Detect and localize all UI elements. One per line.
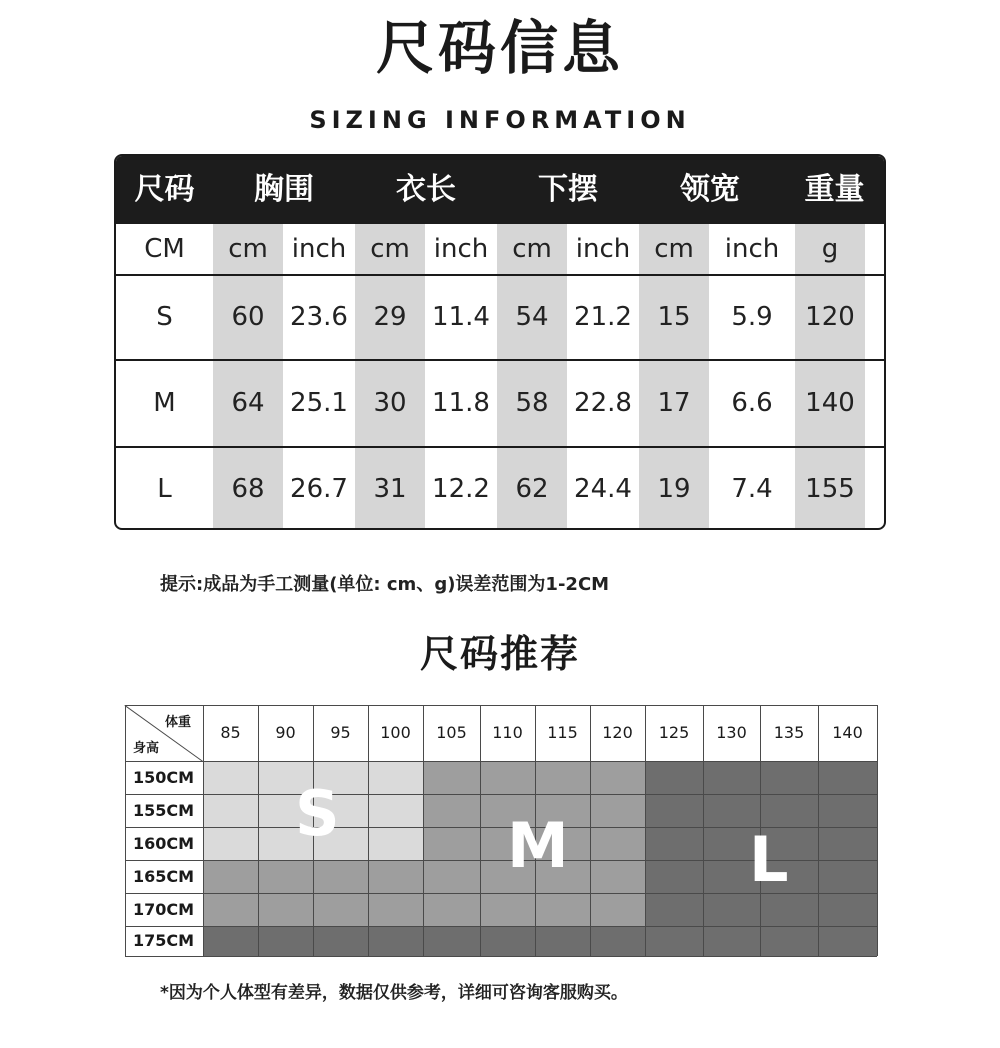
size-label-s: S [295,777,340,850]
grid-cell-l [423,926,480,956]
grid-cell-l [645,893,703,926]
header-cell: 重量 [804,172,865,207]
grid-cell-l [645,761,703,794]
grid-cell-s [203,794,258,827]
grid-cell-m [590,860,645,893]
grid-cell-m [313,893,368,926]
grid-cell-l [368,926,423,956]
grid-cell-l [703,926,760,956]
grid-cell-m [313,860,368,893]
height-label: 155CM [133,801,195,820]
unit-cell: inch [291,234,347,264]
grid-cell-m [480,761,535,794]
grid-cell-l [818,761,877,794]
table-cell: 64 [231,388,265,418]
grid-cell-l [480,926,535,956]
unit-cell: g [821,234,839,264]
table-cell: L [157,474,172,504]
height-label: 170CM [133,900,195,919]
grid-cell-l [645,794,703,827]
size-table [114,154,886,530]
table-cell: 11.8 [432,388,490,418]
weight-label: 140 [832,723,863,742]
grid-cell-l [818,794,877,827]
table-cell: 26.7 [290,474,348,504]
unit-cell: cm [512,234,552,264]
grid-line [125,926,877,927]
grid-cell-l [818,893,877,926]
table-cell: 11.4 [432,302,490,332]
grid-cell-l [818,860,877,893]
grid-cell-m [590,893,645,926]
grid-cell-s [203,761,258,794]
table-cell: 22.8 [574,388,632,418]
grid-cell-l [760,893,818,926]
grid-cell-m [258,893,313,926]
grid-cell-l [645,860,703,893]
weight-label: 110 [492,723,523,742]
grid-cell-m [203,893,258,926]
grid-cell-l [760,926,818,956]
grid-cell-m [203,860,258,893]
size-label-m: M [507,809,569,882]
grid-cell-l [818,827,877,860]
table-cell: 23.6 [290,302,348,332]
page-subtitle: SIZING INFORMATION [309,106,691,134]
weight-label: 115 [547,723,578,742]
page-title: 尺码信息 [375,14,624,82]
grid-cell-l [258,926,313,956]
weight-label: 105 [436,723,467,742]
weight-label: 130 [716,723,747,742]
unit-cell: inch [724,234,780,264]
unit-cell: CM [144,234,185,264]
header-cell: 尺码 [134,172,195,207]
measurement-note: 提示:成品为手工测量(单位: cm、g)误差范围为1-2CM [160,574,610,595]
grid-cell-m [423,827,480,860]
weight-label: 90 [275,723,296,742]
grid-cell-m [368,860,423,893]
height-label: 165CM [133,867,195,886]
table-cell: 17 [657,388,691,418]
table-cell: 62 [515,474,549,504]
unit-cell: cm [654,234,694,264]
table-cell: 21.2 [574,302,632,332]
header-cell: 衣长 [396,172,456,207]
table-cell: 7.4 [731,474,773,504]
table-cell: 19 [657,474,691,504]
size-recommendation-grid [125,705,877,956]
table-cell: 30 [373,388,407,418]
weight-label: 120 [602,723,633,742]
grid-cell-s [368,827,423,860]
grid-cell-m [590,794,645,827]
grid-cell-m [480,893,535,926]
grid-cell-m [423,761,480,794]
grid-cell-l [703,761,760,794]
weight-label: 95 [330,723,351,742]
table-cell: 6.6 [731,388,773,418]
unit-cell: cm [228,234,268,264]
grid-line [125,794,877,795]
grid-cell-l [535,926,590,956]
table-cell: M [153,388,176,418]
grid-cell-l [760,761,818,794]
grid-cell-m [590,761,645,794]
grid-cell-m [423,893,480,926]
table-cell: 5.9 [731,302,773,332]
weight-label: 135 [773,723,805,742]
grid-line [125,705,126,956]
table-cell: 54 [515,302,549,332]
footnote: *因为个人体型有差异，数据仅供参考，详细可咨询客服购买。 [160,983,628,1003]
grid-cell-l [203,926,258,956]
weight-label: 85 [220,723,241,742]
size-label-l: L [749,823,789,896]
unit-cell: inch [433,234,489,264]
table-cell: S [156,302,173,332]
grid-cell-l [590,926,645,956]
weight-label: 125 [658,723,690,742]
height-label: 150CM [133,768,195,787]
height-label: 160CM [133,834,195,853]
grid-cell-l [818,926,877,956]
grid-cell-l [703,893,760,926]
header-cell: 领宽 [680,172,740,207]
grid-cell-m [590,827,645,860]
table-cell: 68 [231,474,265,504]
grid-cell-m [535,893,590,926]
weight-label: 100 [380,723,411,742]
corner-height-label: 身高 [133,741,160,756]
table-cell: 15 [657,302,691,332]
header-cell: 下摆 [538,172,598,207]
grid-cell-m [423,794,480,827]
table-cell: 120 [805,302,855,332]
table-cell: 31 [373,474,407,504]
grid-cell-l [645,827,703,860]
table-cell: 155 [805,474,855,504]
unit-cell: inch [575,234,631,264]
table-cell: 60 [231,302,265,332]
corner-weight-label: 体重 [165,715,192,730]
grid-cell-s [368,794,423,827]
table-cell: 12.2 [432,474,490,504]
table-cell: 25.1 [290,388,348,418]
grid-line [125,956,877,957]
table-cell: 29 [373,302,407,332]
table-cell: 140 [805,388,855,418]
grid-cell-s [368,761,423,794]
grid-cell-l [313,926,368,956]
grid-cell-m [423,860,480,893]
grid-cell-m [368,893,423,926]
grid-cell-s [203,827,258,860]
unit-cell: cm [370,234,410,264]
recommendation-title: 尺码推荐 [419,632,580,676]
table-cell: 24.4 [574,474,632,504]
grid-cell-m [535,761,590,794]
height-label: 175CM [133,931,195,950]
grid-cell-m [258,860,313,893]
table-cell: 58 [515,388,549,418]
header-cell: 胸围 [254,172,314,207]
grid-cell-l [645,926,703,956]
